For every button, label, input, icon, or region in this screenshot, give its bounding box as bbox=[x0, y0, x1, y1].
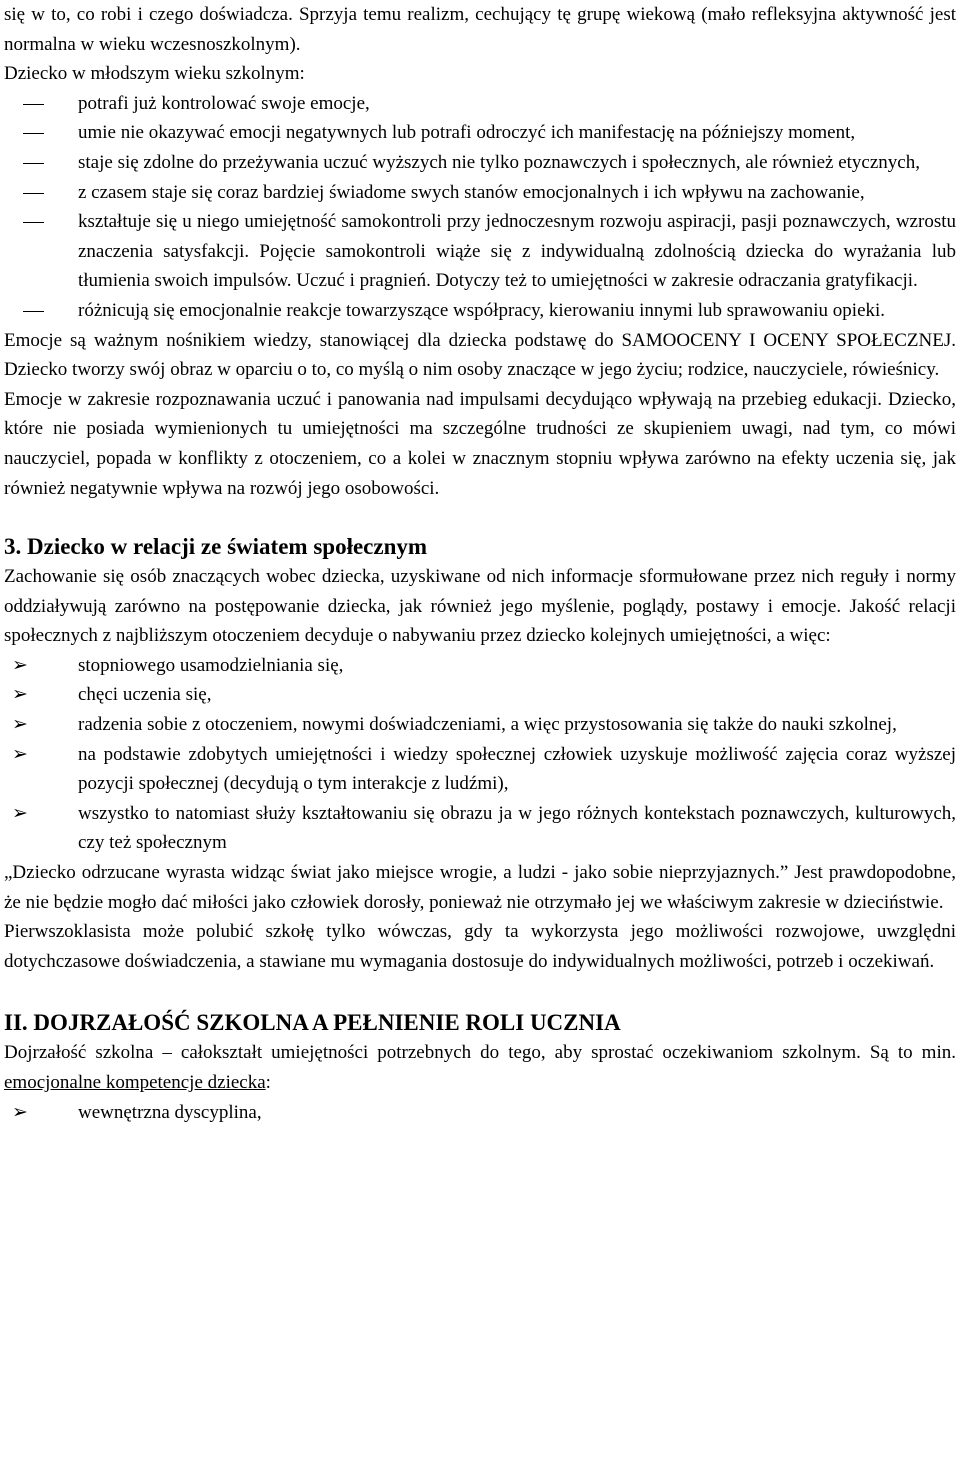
arrow-bullet-icon: ➢ bbox=[12, 742, 28, 765]
intro-lead: Dziecko w młodszym wieku szkolnym: bbox=[4, 63, 305, 85]
list-item-text: wszystko to natomiast służy kształtowaniu się obrazu ja w jego różnych kontekstach poznawczych, kulturowych, czy też społecznym bbox=[78, 802, 956, 854]
list-item-text: stopniowego usamodzielniania się, bbox=[78, 654, 344, 676]
list-item bbox=[4, 651, 956, 681]
list-item: staje się zdolne do przeżywania uczuć wyższych nie tylko poznawczych i społecznych, ale również etycznych, bbox=[4, 148, 956, 178]
underlined-term: emocjonalne kompetencje dziecka bbox=[4, 1072, 266, 1093]
dash-list bbox=[4, 89, 956, 326]
list-item: różnicują się emocjonalnie reakcje towarzyszące współpracy, kierowaniu innymi lub sprawowaniu opieki. bbox=[4, 296, 956, 326]
list-item: potrafi już kontrolować swoje emocje, bbox=[4, 89, 956, 119]
list-item-text: chęci uczenia się, bbox=[78, 684, 212, 706]
section-heading: 3. Dziecko w relacji ze światem społecznym bbox=[4, 534, 428, 560]
paragraph: Emocje są ważnym nośnikiem wiedzy, stanowiącej dla dziecka podstawę do SAMOOCENY I OCENY SPOŁECZNEJ. Dziecko tworzy swój obraz w oparciu o to, co myślą o nim osoby znaczące w jego życiu; rodzice, nauczyciele, rówieśnicy. bbox=[4, 329, 956, 381]
list-item bbox=[4, 799, 956, 858]
paragraph: Zachowanie się osób znaczących wobec dziecka, uzyskiwane od nich informacje sformułowane przez nich reguły i normy oddziaływują zarówno na postępowanie dziecka, jak również jego myślenie, poglądy, postawy i emocje. Jakość relacji społecznych z najbliższym otoczeniem decyduje o nabywaniu przez dziecko kolejnych umiejętności, a więc: bbox=[4, 566, 956, 647]
section-heading: II. DOJRZAŁOŚĆ SZKOLNA A PEŁNIENIE ROLI UCZNIA bbox=[4, 1010, 621, 1036]
list-item: z czasem staje się coraz bardziej świadome swych stanów emocjonalnych i ich wpływu na zachowanie, bbox=[4, 178, 956, 208]
document-page bbox=[4, 0, 956, 1127]
list-item bbox=[4, 710, 956, 740]
paragraph: Emocje w zakresie rozpoznawania uczuć i panowania nad impulsami decydująco wpływają na przebieg edukacji. Dziecko, które nie posiada wymienionych tu umiejętności ma szczególne trudności ze skupieniem uwagi, nad tym, co mówi nauczyciel, popada w konflikty z otoczeniem, co a kolei w znacznym stopniu wpływa zarówno na efekty uczenia się, jak również negatywnie wpływa na rozwój jego osobowości. bbox=[4, 388, 956, 499]
arrow-bullet-icon: ➢ bbox=[12, 683, 28, 706]
arrow-list bbox=[4, 1098, 956, 1128]
list-item-text: wewnętrzna dyscyplina, bbox=[78, 1101, 262, 1123]
paragraph-text-end: : bbox=[265, 1072, 271, 1093]
list-item: kształtuje się u niego umiejętność samokontroli przy jednoczesnym rozwoju aspiracji, pasji poznawczych, wzrostu znaczenia satysfakcji. Pojęcie samokontroli wiąże się z indywidualną zdolnością dziecka do wyrażania lub tłumienia swoich impulsów. Uczuć i pragnień. Dotyczy też to umiejętności w zakresie odraczania gratyfikacji. bbox=[4, 207, 956, 296]
paragraph bbox=[4, 1038, 956, 1097]
arrow-list bbox=[4, 651, 956, 858]
list-item bbox=[4, 740, 956, 799]
quote-paragraph: „Dziecko odrzucane wyrasta widząc świat jako miejsce wrogie, a ludzi - jako sobie nieprzyjaznych.” Jest prawdopodobne, że nie będzie mogło dać miłości jako człowiek dorosły, ponieważ nie otrzymało jej we właściwym zakresie w dzieciństwie. bbox=[4, 862, 956, 913]
paragraph: Pierwszoklasista może polubić szkołę tylko wówczas, gdy ta wykorzysta jego możliwości rozwojowe, uwzględni dotychczasowe doświadczenia, a stawiane mu wymagania dostosuje do indywidualnych możliwości, potrzeb i oczekiwań. bbox=[4, 921, 956, 972]
list-item: umie nie okazywać emocji negatywnych lub potrafi odroczyć ich manifestację na późniejszy moment, bbox=[4, 118, 956, 148]
list-item bbox=[4, 1098, 956, 1128]
arrow-bullet-icon: ➢ bbox=[12, 801, 28, 824]
paragraph-text: Dojrzałość szkolna – całokształt umiejętności potrzebnych do tego, aby sprostać oczekiwaniom szkolnym. Są to min. bbox=[4, 1042, 956, 1064]
arrow-bullet-icon: ➢ bbox=[12, 713, 28, 736]
list-item-text: na podstawie zdobytych umiejętności i wiedzy społecznej człowiek uzyskuje możliwość zajęcia coraz wyższej pozycji społecznej (decydują o tym interakcje z ludźmi), bbox=[78, 743, 956, 795]
arrow-bullet-icon: ➢ bbox=[12, 653, 28, 676]
list-item-text: radzenia sobie z otoczeniem, nowymi doświadczeniami, a więc przystosowania się także do nauki szkolnej, bbox=[78, 714, 897, 736]
intro-paragraph: się w to, co robi i czego doświadcza. Sprzyja temu realizm, cechujący tę grupę wiekową (mało refleksyjna aktywność jest normalna w wieku wczesnoszkolnym). bbox=[4, 4, 956, 55]
list-item bbox=[4, 680, 956, 710]
arrow-bullet-icon: ➢ bbox=[12, 1100, 28, 1123]
